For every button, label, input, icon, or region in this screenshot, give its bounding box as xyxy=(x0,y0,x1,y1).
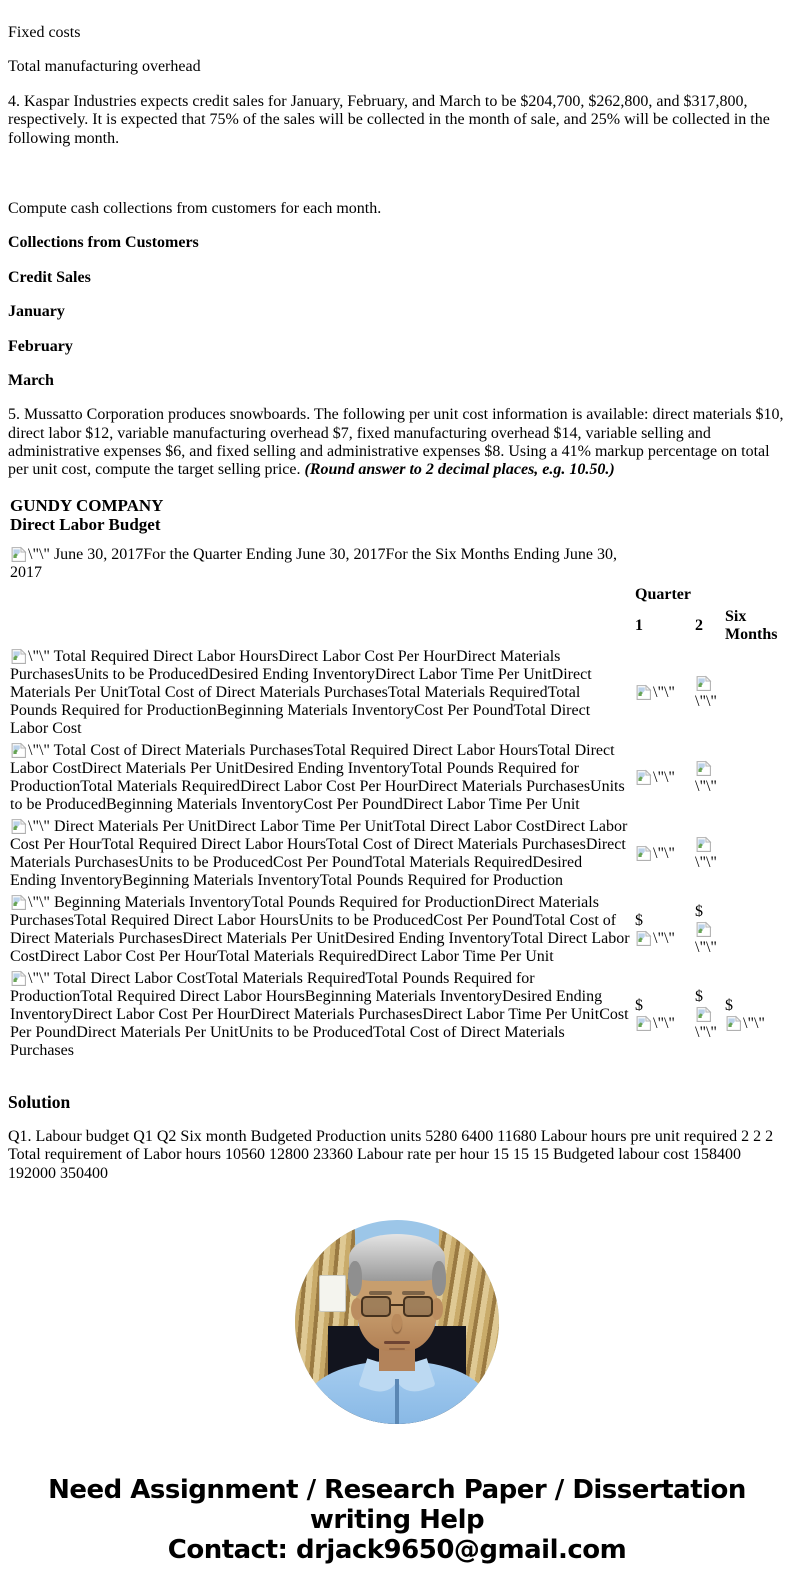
broken-image-alt: \"\" xyxy=(653,929,675,947)
glasses-lens xyxy=(361,1296,391,1317)
row-shuffled-labels: \"\" Total Cost of Direct Materials PurchasesTotal Required Direct Labor HoursTotal Direct Labor CostDirect Materials Per UnitDesired Ending InventoryTotal Pounds Required for ProductionTotal Materials RequiredDirect Labor Cost Per HourDirect Materials PurchasesUnits to be ProducedBeginning Materials InventoryCost Per PoundDirect Labor Time Per Unit xyxy=(10,741,625,813)
broken-image-icon xyxy=(10,894,27,911)
broken-image-alt: \"\" xyxy=(653,768,675,786)
eyebrow xyxy=(402,1291,424,1295)
period-line: \"\" June 30, 2017For the Quarter Ending June 30, 2017For the Six Months Ending June 30, 2017 xyxy=(10,545,618,581)
mouth xyxy=(384,1341,411,1344)
glasses-bridge xyxy=(390,1304,404,1306)
shirt-placket xyxy=(395,1379,399,1424)
wall-switch xyxy=(319,1275,345,1312)
row-shuffled-labels: \"\" Beginning Materials InventoryTotal Pounds Required for ProductionDirect Materials PurchasesTotal Required Direct Labor HoursUnits to be ProducedCost Per PoundTotal Cost of Direct Materials PurchasesDirect Materials Per UnitDesired Ending InventoryTotal Direct Labor CostDirect Labor Cost Per HourTotal Materials RequiredDirect Labor Time Per Unit xyxy=(10,893,630,965)
broken-image-alt: \"\" xyxy=(653,683,675,701)
column-header-2: 2 xyxy=(695,616,703,634)
direct-labor-budget-table xyxy=(8,544,786,1062)
label-january: January xyxy=(8,303,65,321)
gray-hair xyxy=(349,1234,445,1281)
table-row xyxy=(8,646,786,740)
chin-line xyxy=(389,1348,405,1350)
table-row xyxy=(8,892,786,968)
broken-image-alt: \"\" xyxy=(695,853,717,871)
label-march: March xyxy=(8,371,54,389)
quarter-header: Quarter xyxy=(635,585,691,603)
line-fixed-costs: Fixed costs xyxy=(8,24,81,41)
broken-image-alt: \"\" xyxy=(653,1014,675,1032)
table-row-quarter-header xyxy=(8,584,786,606)
broken-image-icon xyxy=(695,760,712,777)
line-total-overhead: Total manufacturing overhead xyxy=(8,58,201,76)
broken-image-alt: \"\" xyxy=(695,777,717,795)
broken-image-icon xyxy=(695,921,712,938)
broken-image-icon xyxy=(10,648,27,665)
help-banner-contact: Contact: drjack9650@gmail.com xyxy=(167,1535,627,1566)
broken-image-icon xyxy=(695,836,712,853)
question-5-text: 5. Mussatto Corporation produces snowboards. The following per unit cost information is available: direct materials $10, direct labor $12, variable manufacturing overhead $7, fixed manufacturing overhead $14, variable selling and administrative expenses $6, and fixed selling and administrative expenses $8. Using a 41% markup percentage on total per unit cost, compute the target selling price. xyxy=(8,406,784,479)
broken-image-icon xyxy=(695,675,712,692)
broken-image-icon xyxy=(695,1006,712,1023)
table-row-period xyxy=(8,544,786,584)
gray-hair-side xyxy=(348,1261,362,1296)
dollar-sign: $ xyxy=(635,911,643,929)
column-header-1: 1 xyxy=(635,616,643,634)
question-4: 4. Kaspar Industries expects credit sales for January, February, and March to be $204,700, $262,800, and $317,800, respectively. It is expected that 75% of the sales will be collected in the month of sale, and 25% will be collected in the following month. xyxy=(8,92,770,147)
table-row-column-headers xyxy=(8,606,786,646)
solution-heading: Solution xyxy=(8,1091,71,1112)
broken-image-icon xyxy=(10,742,27,759)
glasses-lens xyxy=(403,1296,433,1317)
broken-image-icon xyxy=(635,845,652,862)
broken-image-icon xyxy=(10,546,27,563)
row-shuffled-labels: \"\" Direct Materials Per UnitDirect Labor Time Per UnitTotal Direct Labor CostDirect Labor Cost Per HourTotal Required Direct Labor HoursTotal Cost of Direct Materials PurchasesDirect Materials PurchasesUnits to be ProducedCost Per PoundTotal Materials RequiredDesired Ending InventoryBeginning Materials InventoryTotal Pounds Required for Production xyxy=(10,817,628,889)
broken-image-alt: \"\" xyxy=(743,1014,765,1032)
budget-title: Direct Labor Budget xyxy=(10,514,161,534)
dollar-sign: $ xyxy=(695,987,703,1005)
presenter-photo xyxy=(295,1220,499,1424)
question-5-note: (Round answer to 2 decimal places, e.g. 10.50.) xyxy=(304,461,615,479)
solution-text: Q1. Labour budget Q1 Q2 Six month Budgeted Production units 5280 6400 11680 Labour hours pre unit required 2 2 2 Total requirement of Labor hours 10560 12800 23360 Labour rate per hour 15 15 15 Budgeted labour cost 158400 192000 350400 xyxy=(8,1127,774,1182)
help-banner-heading: Need Assignment / Research Paper / Dissertation writing Help xyxy=(48,1475,746,1536)
table-row xyxy=(8,740,786,816)
question-5 xyxy=(8,406,786,480)
dollar-sign: $ xyxy=(695,902,703,920)
label-credit-sales: Credit Sales xyxy=(8,268,91,286)
table-row xyxy=(8,816,786,892)
gray-hair-side xyxy=(432,1261,446,1296)
broken-image-icon xyxy=(10,970,27,987)
table-row xyxy=(8,968,786,1062)
row-shuffled-labels: \"\" Total Direct Labor CostTotal Materials RequiredTotal Pounds Required for ProductionTotal Required Direct Labor HoursBeginning Materials InventoryDesired Ending InventoryDirect Labor Cost Per HourDirect Materials PurchasesDirect Labor Time Per UnitCost Per PoundDirect Materials Per UnitUnits to be ProducedTotal Cost of Direct Materials Purchases xyxy=(10,969,629,1059)
broken-image-alt: \"\" xyxy=(695,938,717,956)
broken-image-alt: \"\" xyxy=(695,1023,717,1041)
label-february: February xyxy=(8,337,73,355)
dollar-sign: $ xyxy=(635,996,643,1014)
heading-collections: Collections from Customers xyxy=(8,234,199,252)
company-name: GUNDY COMPANY xyxy=(10,495,164,515)
broken-image-icon xyxy=(10,818,27,835)
column-header-six-months: Six Months xyxy=(725,607,778,643)
broken-image-icon xyxy=(635,1015,652,1032)
dollar-sign: $ xyxy=(725,996,733,1014)
broken-image-alt: \"\" xyxy=(653,844,675,862)
row-shuffled-labels: \"\" Total Required Direct Labor HoursDirect Labor Cost Per HourDirect Materials PurchasesUnits to be ProducedDesired Ending InventoryDirect Labor Time Per UnitDirect Materials Per UnitTotal Cost of Direct Materials PurchasesTotal Materials RequiredTotal Pounds Required for ProductionBeginning Materials InventoryCost Per PoundTotal Direct Labor Cost xyxy=(10,647,592,737)
broken-image-icon xyxy=(725,1015,742,1032)
broken-image-icon xyxy=(635,769,652,786)
compute-instruction: Compute cash collections from customers for each month. xyxy=(8,199,382,217)
broken-image-icon xyxy=(635,684,652,701)
budget-heading xyxy=(10,496,786,534)
broken-image-alt: \"\" xyxy=(695,692,717,710)
broken-image-icon xyxy=(635,930,652,947)
help-banner xyxy=(8,1475,786,1565)
eyebrow xyxy=(369,1291,391,1295)
